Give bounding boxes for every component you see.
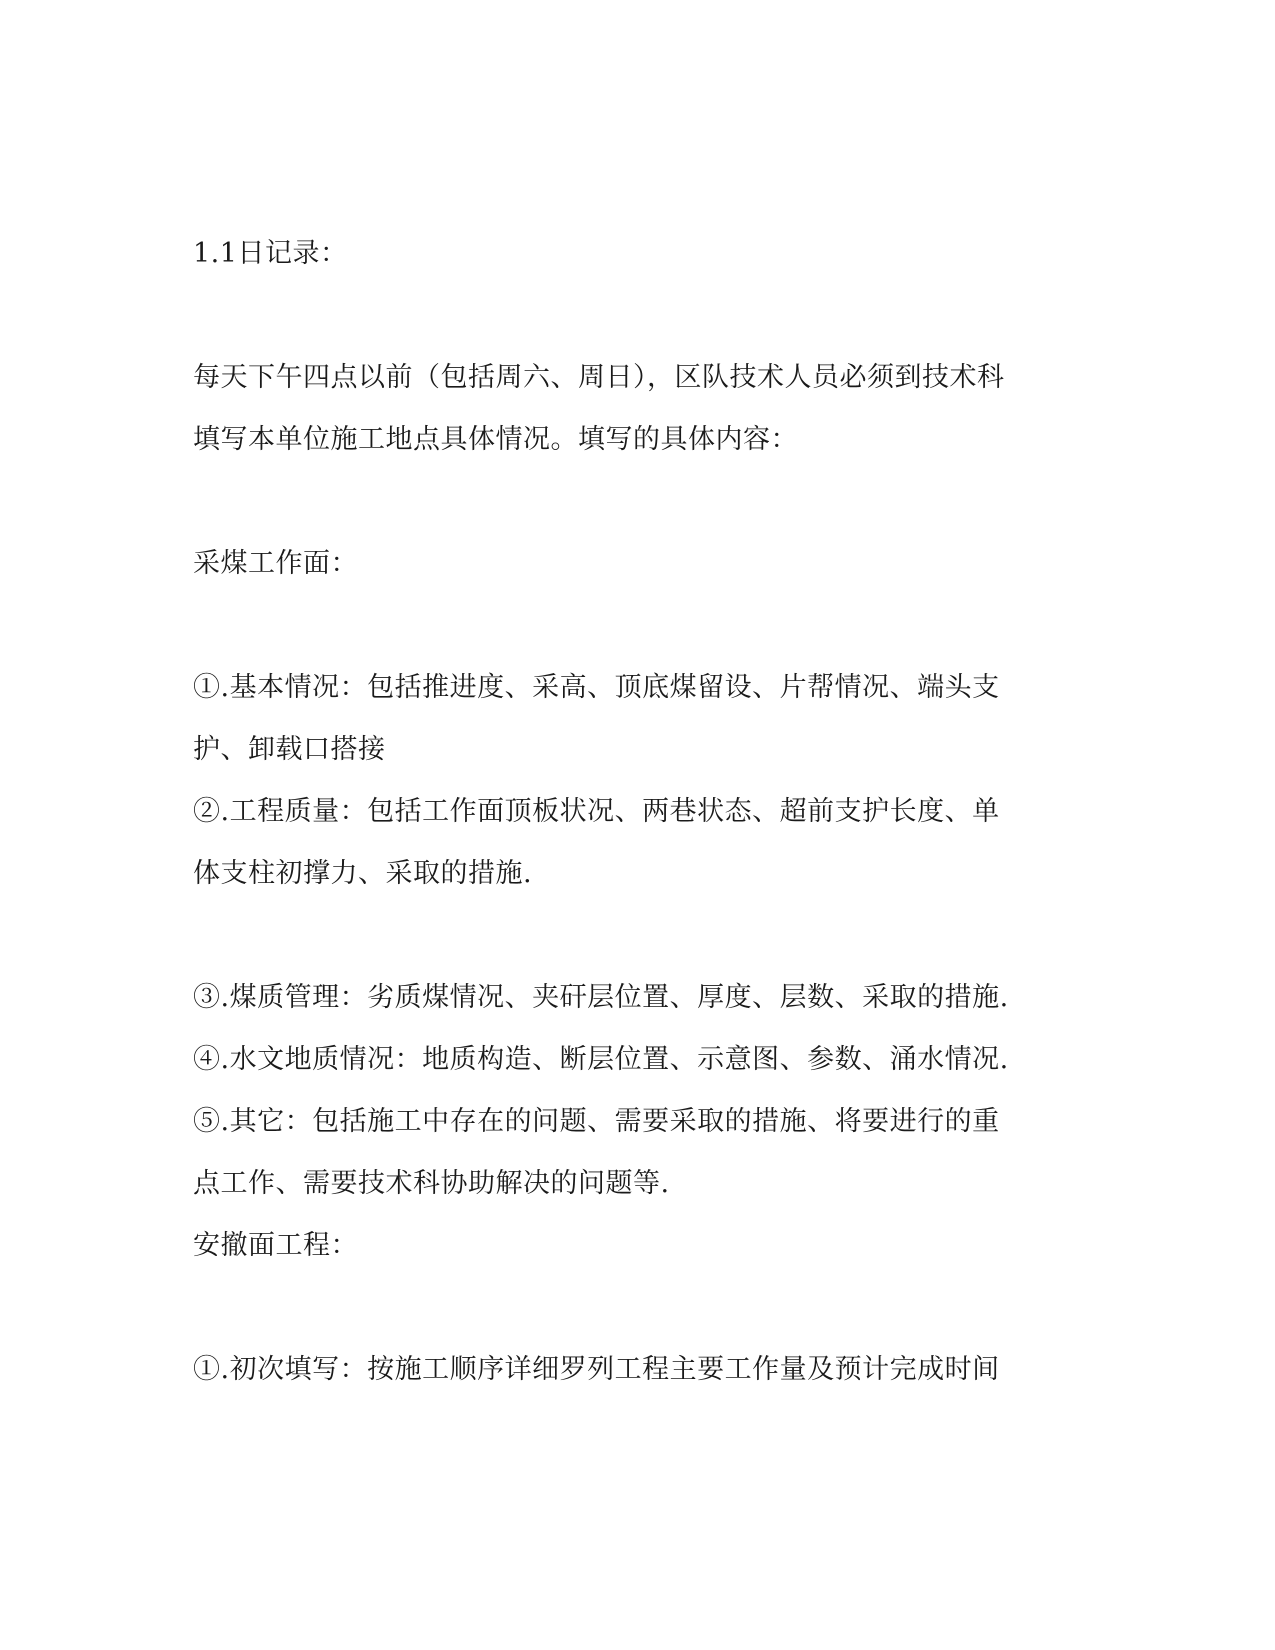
installation-title: 安撤面工程：: [193, 1230, 358, 1261]
coal-face-item-1-line-2: 护、卸载口搭接: [193, 734, 386, 765]
installation-item-1: ①.初次填写：按施工顺序详细罗列工程主要工作量及预计完成时间: [193, 1354, 1000, 1385]
intro-line-1: 每天下午四点以前（包括周六、周日），区队技术人员必须到技术科: [193, 362, 1005, 393]
record-heading: 1.1日记录：: [193, 238, 348, 269]
coal-face-item-1-line-1: ①.基本情况：包括推进度、采高、顶底煤留设、片帮情况、端头支: [193, 672, 1000, 703]
intro-line-2: 填写本单位施工地点具体情况。填写的具体内容：: [193, 424, 798, 455]
coal-face-item-2-line-2: 体支柱初撑力、采取的措施.: [193, 858, 533, 889]
coal-face-item-5-line-1: ⑤.其它：包括施工中存在的问题、需要采取的措施、将要进行的重: [193, 1106, 1000, 1137]
coal-face-item-3: ③.煤质管理：劣质煤情况、夹矸层位置、厚度、层数、采取的措施.: [193, 982, 1009, 1013]
coal-face-item-5-line-2: 点工作、需要技术科协助解决的问题等.: [193, 1168, 670, 1199]
coal-face-item-2-line-1: ②.工程质量：包括工作面顶板状况、两巷状态、超前支护长度、单: [193, 796, 1000, 827]
coal-face-title: 采煤工作面：: [193, 548, 358, 579]
coal-face-item-4: ④.水文地质情况：地质构造、断层位置、示意图、参数、涌水情况.: [193, 1044, 1009, 1075]
